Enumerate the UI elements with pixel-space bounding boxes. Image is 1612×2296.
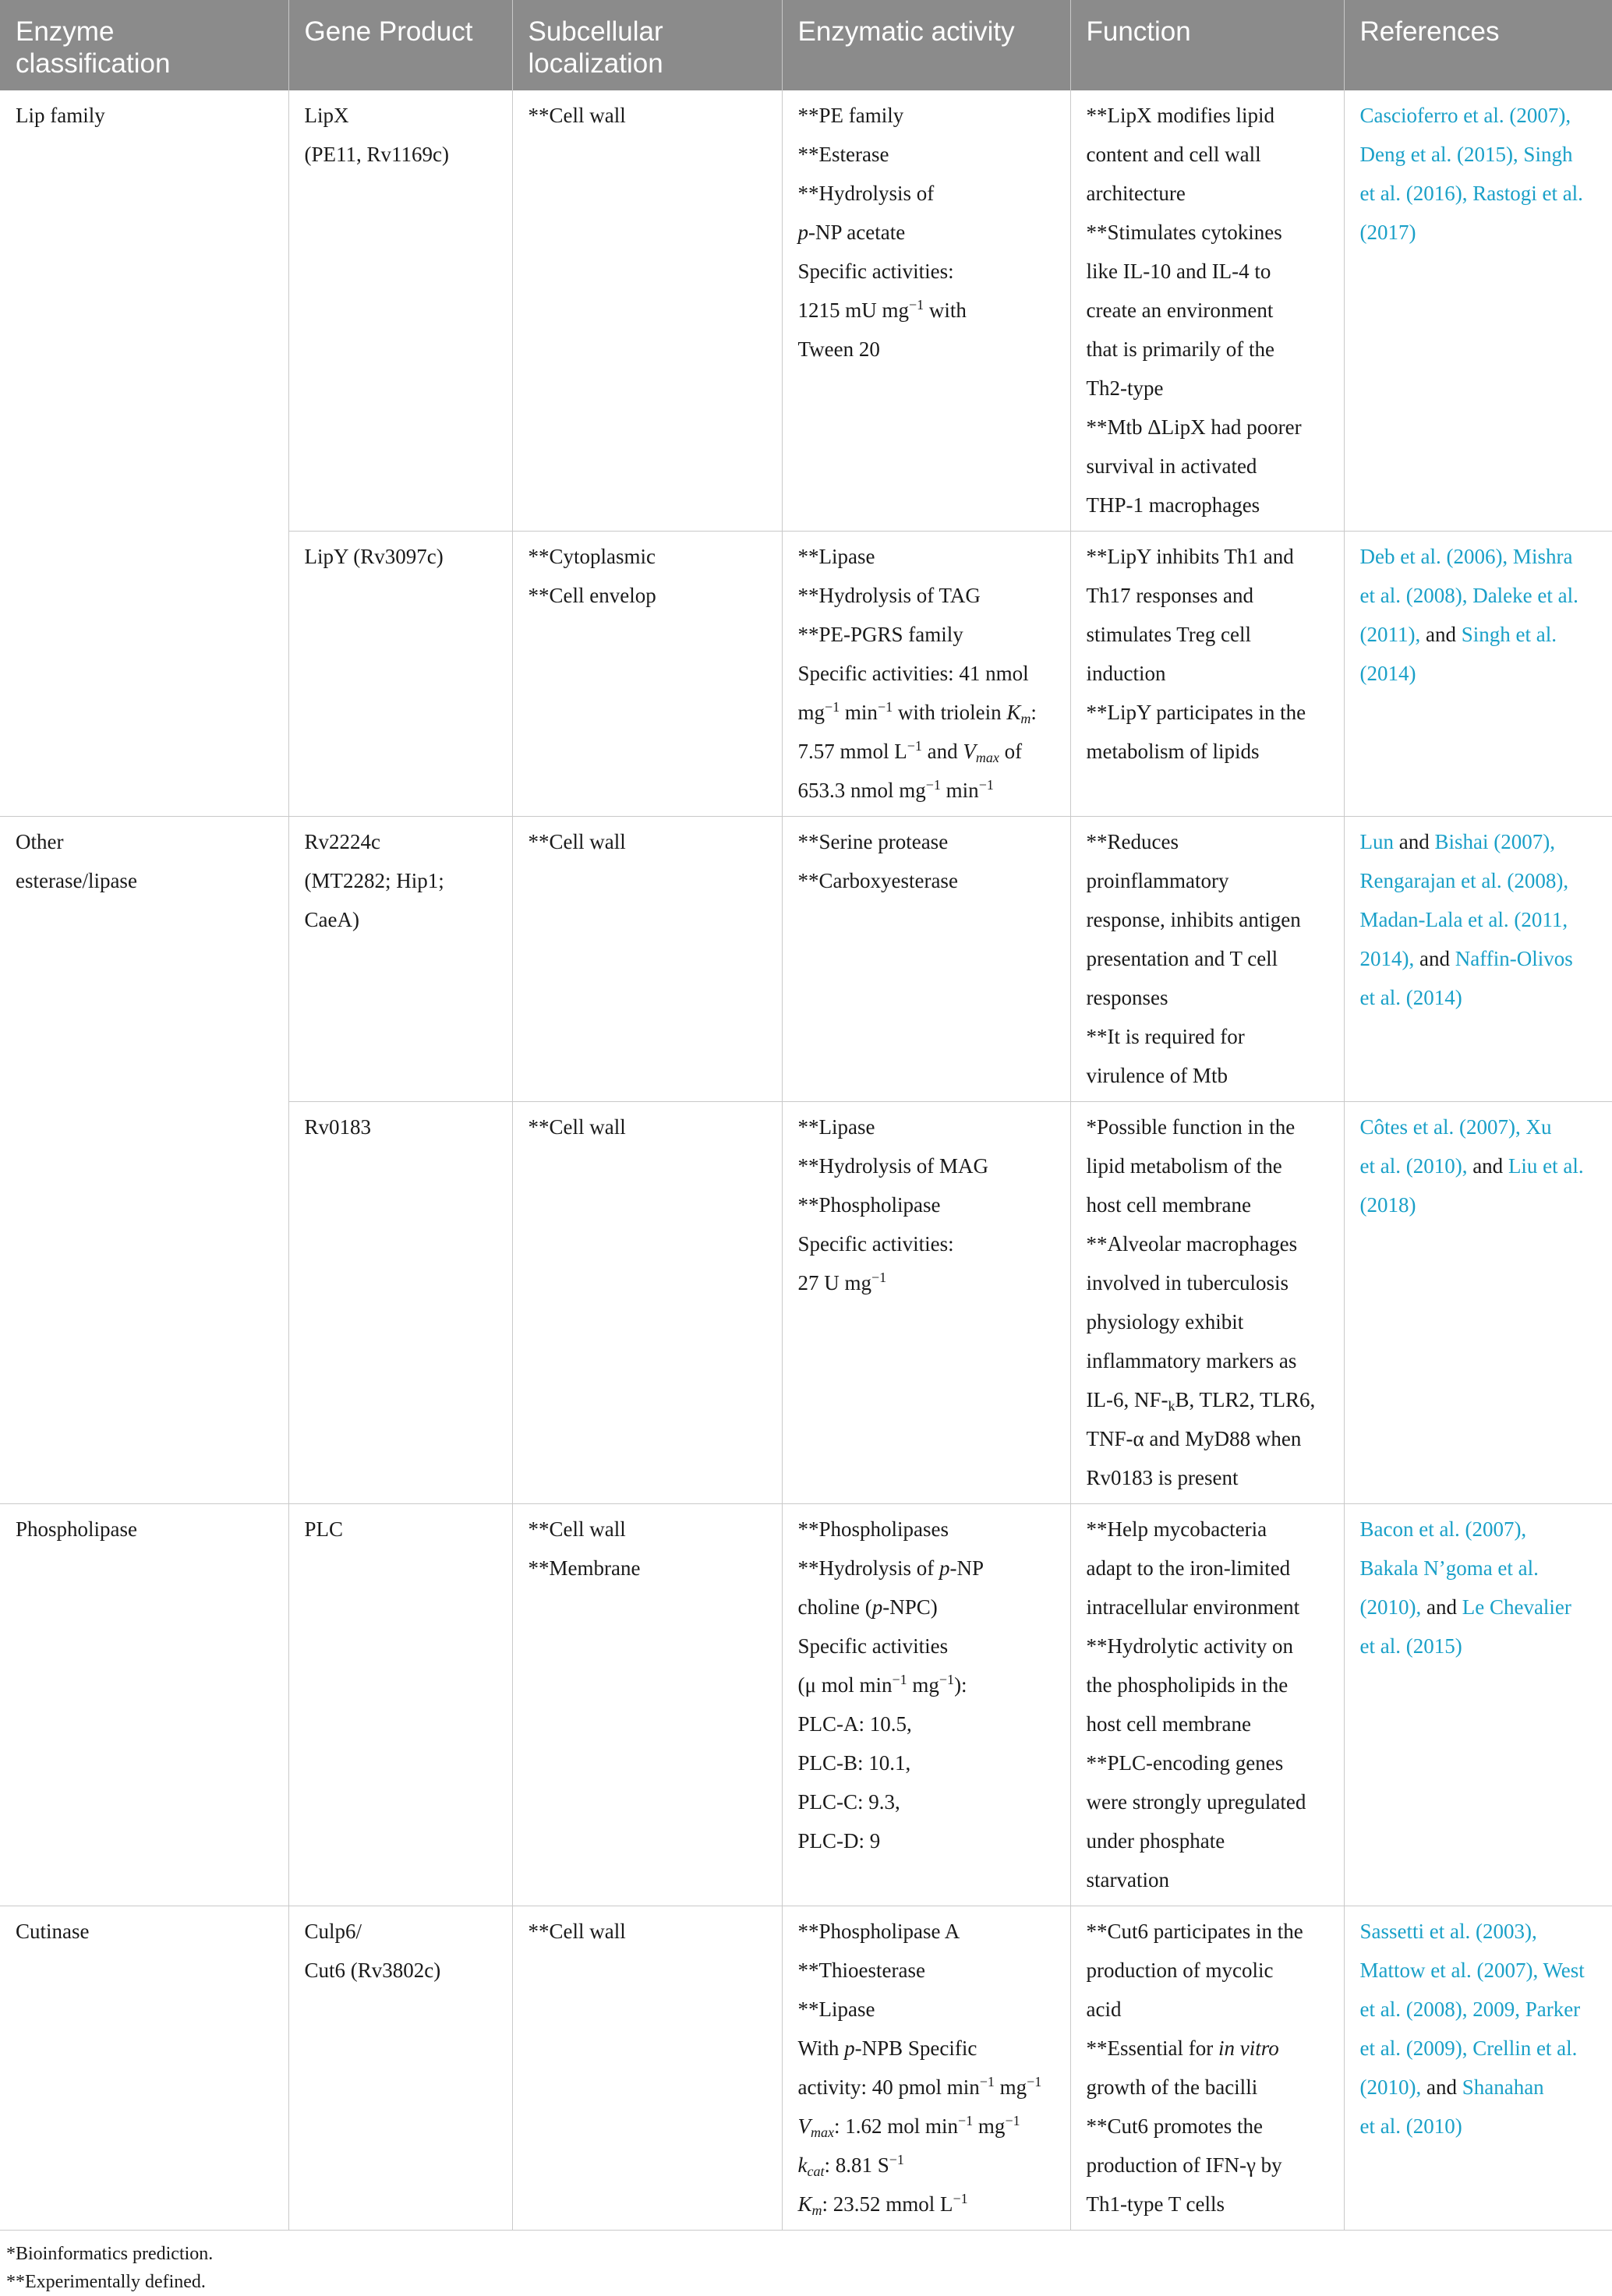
enzymatic-activity-cell-line: **Serine protease (797, 830, 949, 853)
enzymatic-activity-cell-line: 1215 mU $mg^{-1}$ with (797, 297, 967, 322)
enzymatic-activity-cell-line: **PE family (797, 104, 904, 127)
function-cell-line: responses (1086, 986, 1168, 1009)
references-cell (1344, 90, 1612, 532)
references-cell-line[interactable]: et al. (2015) (1359, 1634, 1462, 1658)
function-cell-line: **PLC-encoding genes (1086, 1751, 1284, 1775)
function-cell-line: presentation and T cell (1086, 947, 1278, 970)
enzyme-classification-cell-line: Phospholipase (16, 1517, 138, 1541)
references-cell-line[interactable]: Madan-Lala et al. (2011, (1359, 908, 1568, 931)
function-cell-line: content and cell wall (1086, 143, 1261, 166)
references-cell-line[interactable]: et al. (2008), Daleke et al. (1359, 584, 1578, 607)
function-cell-line: production of mycolic (1086, 1959, 1274, 1982)
enzymatic-activity-cell (782, 1102, 1070, 1504)
function-cell-line: **Stimulates cytokines (1086, 221, 1282, 244)
enzymatic-activity-cell-line: $V_{max}$: 1.62 mol $\min^{-1} mg^{-1}$ (797, 2113, 1020, 2140)
function-cell-line: **Help mycobacteria (1086, 1517, 1267, 1541)
enzymatic-activity-cell-line: Specific activities: 41 nmol (797, 662, 1029, 685)
header-function (1070, 0, 1344, 90)
function-cell-line: adapt to the iron-limited (1086, 1556, 1291, 1580)
function-cell-line: create an environment (1086, 298, 1274, 322)
enzymatic-activity-cell-line: PLC-B: 10.1, (797, 1751, 911, 1775)
function-cell-line: induction (1086, 662, 1166, 685)
enzymatic-activity-cell-line: **Hydrolysis of p-NP (797, 1556, 985, 1580)
references-cell-line[interactable]: (2018) (1359, 1193, 1416, 1217)
enzyme-classification-cell (0, 1504, 288, 1906)
localization-cell-line: **Cytoplasmic (528, 545, 656, 568)
function-cell-line: *Possible function in the (1086, 1115, 1296, 1139)
function-cell-line: **It is required for (1086, 1025, 1245, 1048)
function-cell-line: lipid metabolism of the (1086, 1154, 1282, 1178)
references-cell-line[interactable]: Cascioferro et al. (2007), (1359, 104, 1571, 127)
references-cell (1344, 1102, 1612, 1504)
enzyme-classification-cell-line: Other (16, 830, 64, 853)
function-cell-line: **Cut6 promotes the (1086, 2114, 1263, 2138)
references-cell (1344, 817, 1612, 1102)
table-footnotes (0, 2240, 1612, 2296)
enzymatic-activity-cell-line: **Phospholipase A (797, 1920, 960, 1943)
references-cell-line[interactable]: Lun and Bishai (2007), (1359, 830, 1555, 853)
header-text: localization (528, 48, 663, 79)
localization-cell (512, 1504, 782, 1906)
enzyme-classification-cell (0, 817, 288, 1504)
references-cell-line[interactable]: et al. (2008), 2009, Parker (1359, 1998, 1581, 2021)
function-cell-line: growth of the bacilli (1086, 2075, 1258, 2099)
enzyme-classification-cell-line: esterase/lipase (16, 869, 137, 892)
references-cell-line[interactable]: (2010), and Shanahan (1359, 2075, 1544, 2099)
localization-cell (512, 1102, 782, 1504)
references-cell-line[interactable]: (2011), and Singh et al. (1359, 623, 1557, 646)
references-cell (1344, 1906, 1612, 2231)
enzyme-classification-cell-line: Cutinase (16, 1920, 90, 1943)
function-cell-line: **LipY inhibits Th1 and (1086, 545, 1294, 568)
enzymatic-activity-cell-line: activity: 40 pmol $\min^{-1} mg^{-1}$ (797, 2074, 1042, 2099)
references-cell-line[interactable]: et al. (2010), and Liu et al. (1359, 1154, 1584, 1178)
footnote-experimental: **Experimentally defined. (6, 2272, 206, 2292)
header-text: Function (1086, 16, 1191, 47)
function-cell-line: **Alveolar macrophages (1086, 1232, 1298, 1256)
enzymatic-activity-cell-line: **Lipase (797, 1115, 875, 1139)
enzyme-classification-cell (0, 90, 288, 817)
localization-cell-line: **Cell wall (528, 1115, 626, 1139)
gene-product-cell-line: (MT2282; Hip1; (304, 869, 444, 892)
enzymatic-activity-cell-line: **PE-PGRS family (797, 623, 963, 646)
table-body (0, 90, 1612, 2231)
references-cell-line[interactable]: (2010), and Le Chevalier (1359, 1595, 1571, 1619)
enzymatic-activity-cell-line: 7.57 mmol $L^{-1}$ and $V_{max}$ of (797, 738, 1023, 765)
function-cell-line: IL-6, $NF-_kB$, TLR2, TLR6, (1086, 1388, 1316, 1414)
enzymatic-activity-cell (782, 1906, 1070, 2231)
header-text: Enzyme (16, 16, 115, 47)
function-cell-line: **Mtb ΔLipX had poorer (1086, 415, 1302, 439)
function-cell-line: intracellular environment (1086, 1595, 1300, 1619)
enzymatic-activity-cell-line: **Lipase (797, 545, 875, 568)
function-cell-line: **Hydrolytic activity on (1086, 1634, 1293, 1658)
localization-cell-line: **Cell wall (528, 1920, 626, 1943)
function-cell-line: virulence of Mtb (1086, 1064, 1228, 1087)
function-cell-line: the phospholipids in the (1086, 1673, 1289, 1697)
references-cell-line[interactable]: et al. (2010) (1359, 2114, 1462, 2138)
enzymatic-activity-cell-line: (μ mol $\min^{-1} mg^{-1}$): (797, 1672, 967, 1697)
header-references (1344, 0, 1612, 90)
function-cell-line: were strongly upregulated (1086, 1790, 1306, 1814)
function-cell-line: THP-1 macrophages (1086, 493, 1260, 517)
localization-cell (512, 90, 782, 532)
references-cell (1344, 532, 1612, 817)
enzymatic-activity-cell-line: **Thioesterase (797, 1959, 925, 1982)
enzymatic-activity-cell-line: $K_m$: 23.52 mmol $L^{-1}$ (797, 2191, 968, 2218)
function-cell-line: **Essential for in vitro (1086, 2036, 1279, 2060)
enzymatic-activity-cell (782, 90, 1070, 532)
references-cell-line[interactable]: 2014), and Naffin-Olivos (1359, 947, 1573, 970)
header-gene-product (288, 0, 512, 90)
enzymatic-activity-cell-line: Specific activities (797, 1634, 949, 1658)
function-cell-line: proinflammatory (1086, 869, 1229, 892)
references-cell-line[interactable]: (2014) (1359, 662, 1416, 685)
enzymatic-activity-cell-line: **Phospholipases (797, 1517, 949, 1541)
gene-product-cell-line: CaeA) (304, 908, 359, 931)
function-cell-line: that is primarily of the (1086, 337, 1274, 361)
enzymatic-activity-cell-line: Specific activities: (797, 260, 954, 283)
enzymatic-activity-cell-line: **Lipase (797, 1998, 875, 2021)
gene-product-cell (288, 1102, 512, 1504)
gene-product-cell-line: Culp6/ (304, 1920, 362, 1943)
header-subcellular-localization (512, 0, 782, 90)
references-cell-line[interactable]: Côtes et al. (2007), Xu (1359, 1115, 1552, 1139)
enzymatic-activity-cell-line: choline (p-NPC) (797, 1595, 938, 1619)
enzyme-classification-cell-line: Lip family (16, 104, 105, 127)
function-cell-line: Th2-type (1086, 376, 1164, 400)
enzymatic-activity-cell-line: 27 U $mg^{-1}$ (797, 1270, 887, 1295)
function-cell-line: **LipY participates in the (1086, 701, 1306, 724)
enzymatic-activity-cell-line: $k_{cat}$: 8.81 $S^{-1}$ (797, 2152, 904, 2179)
gene-product-cell-line: Cut6 (Rv3802c) (304, 1959, 441, 1982)
enzymatic-activity-cell-line: PLC-A: 10.5, (797, 1712, 912, 1736)
table-row (0, 90, 1612, 532)
gene-product-cell (288, 1906, 512, 2231)
function-cell-line: host cell membrane (1086, 1193, 1251, 1217)
references-cell-line[interactable]: et al. (2016), Rastogi et al. (1359, 182, 1583, 205)
function-cell-line: architecture (1086, 182, 1186, 205)
table-row (0, 1906, 1612, 2231)
localization-cell-line: **Membrane (528, 1556, 641, 1580)
references-cell-line[interactable]: Rengarajan et al. (2008), (1359, 869, 1569, 892)
header-enzyme-classification (0, 0, 288, 90)
gene-product-cell (288, 1504, 512, 1906)
references-cell (1344, 1504, 1612, 1906)
function-cell-line: **Reduces (1086, 830, 1179, 853)
references-cell-line[interactable]: (2017) (1359, 221, 1416, 244)
references-cell-line[interactable]: et al. (2009), Crellin et al. (1359, 2036, 1578, 2060)
function-cell-line: metabolism of lipids (1086, 740, 1260, 763)
gene-product-cell-line: PLC (304, 1517, 344, 1541)
function-cell-line: survival in activated (1086, 454, 1257, 478)
header-text: References (1359, 16, 1500, 47)
gene-product-cell (288, 817, 512, 1102)
enzymatic-activity-cell-line: **Phospholipase (797, 1193, 941, 1217)
function-cell-line: production of IFN-γ by (1086, 2153, 1282, 2177)
enzymatic-activity-cell-line: PLC-C: 9.3, (797, 1790, 900, 1814)
references-cell-line[interactable]: Bacon et al. (2007), (1359, 1517, 1527, 1541)
function-cell (1070, 90, 1344, 532)
enzymatic-activity-cell-line: **Carboxyesterase (797, 869, 958, 892)
header-row (0, 0, 1612, 90)
enzymatic-activity-cell-line: With p-NPB Specific (797, 2036, 977, 2060)
function-cell (1070, 1504, 1344, 1906)
function-cell-line: like IL-10 and IL-4 to (1086, 260, 1271, 283)
header-text: Enzymatic activity (797, 16, 1015, 47)
function-cell (1070, 1102, 1344, 1504)
gene-product-cell (288, 532, 512, 817)
gene-product-cell-line: LipX (304, 104, 349, 127)
gene-product-cell-line: Rv0183 (304, 1115, 372, 1139)
enzymatic-activity-cell-line: Tween 20 (797, 337, 880, 361)
function-cell-line: acid (1086, 1998, 1122, 2021)
localization-cell-line: **Cell wall (528, 830, 626, 853)
gene-product-cell-line: LipY (Rv3097c) (304, 545, 444, 568)
header-text: Gene Product (304, 16, 473, 47)
localization-cell (512, 817, 782, 1102)
function-cell (1070, 532, 1344, 817)
gene-product-cell (288, 90, 512, 532)
enzymatic-activity-cell-line: 653.3 nmol $mg^{-1}$ $\min^{-1}$ (797, 777, 994, 802)
enzymatic-activity-cell-line: **Esterase (797, 143, 889, 166)
references-cell-line[interactable]: et al. (2014) (1359, 986, 1462, 1009)
function-cell-line: inflammatory markers as (1086, 1349, 1297, 1372)
header-text: Subcellular (528, 16, 663, 47)
function-cell-line: host cell membrane (1086, 1712, 1251, 1736)
function-cell (1070, 817, 1344, 1102)
header-enzymatic-activity (782, 0, 1070, 90)
localization-cell-line: **Cell wall (528, 104, 626, 127)
enzymatic-activity-cell (782, 817, 1070, 1102)
enzymatic-activity-cell-line: p-NP acetate (797, 221, 906, 244)
references-cell-line[interactable]: Sassetti et al. (2003), (1359, 1920, 1537, 1943)
references-cell-line[interactable]: Mattow et al. (2007), West (1359, 1959, 1585, 1982)
function-cell-line: **Cut6 participates in the (1086, 1920, 1303, 1943)
enzymatic-activity-cell (782, 1504, 1070, 1906)
references-cell-line[interactable]: Deng et al. (2015), Singh (1359, 143, 1573, 166)
localization-cell (512, 1906, 782, 2231)
gene-product-cell-line: (PE11, Rv1169c) (304, 143, 449, 166)
function-cell-line: stimulates Treg cell (1086, 623, 1251, 646)
enzymatic-activity-cell-line: **Hydrolysis of (797, 182, 935, 205)
localization-cell-line: **Cell wall (528, 1517, 626, 1541)
references-cell-line[interactable]: Deb et al. (2006), Mishra (1359, 545, 1573, 568)
function-cell-line: under phosphate (1086, 1829, 1225, 1853)
function-cell-line: Rv0183 is present (1086, 1466, 1239, 1489)
function-cell-line: starvation (1086, 1868, 1169, 1892)
localization-cell-line: **Cell envelop (528, 584, 656, 607)
function-cell (1070, 1906, 1344, 2231)
enzymatic-activity-cell-line: **Hydrolysis of TAG (797, 584, 981, 607)
table-row (0, 817, 1612, 1102)
function-cell-line: Th1-type T cells (1086, 2192, 1225, 2216)
enzymatic-activity-cell-line: $mg^{-1}$ $\min^{-1}$ with triolein $K_m$: (797, 699, 1037, 726)
enzyme-classification-cell (0, 1906, 288, 2231)
function-cell-line: TNF-α and MyD88 when (1086, 1427, 1302, 1450)
function-cell-line: physiology exhibit (1086, 1310, 1244, 1333)
enzymatic-activity-cell (782, 532, 1070, 817)
gene-product-cell-line: Rv2224c (304, 830, 380, 853)
table-row (0, 1504, 1612, 1906)
header-text: classification (16, 48, 171, 79)
function-cell-line: response, inhibits antigen (1086, 908, 1301, 931)
function-cell-line: **LipX modifies lipid (1086, 104, 1274, 127)
references-cell-line[interactable]: Bakala N’goma et al. (1359, 1556, 1539, 1580)
enzymatic-activity-cell-line: PLC-D: 9 (797, 1829, 881, 1853)
localization-cell (512, 532, 782, 817)
enzymatic-activity-cell-line: **Hydrolysis of MAG (797, 1154, 989, 1178)
function-cell-line: Th17 responses and (1086, 584, 1253, 607)
enzymatic-activity-cell-line: Specific activities: (797, 1232, 954, 1256)
footnote-bioinformatics: *Bioinformatics prediction. (6, 2244, 214, 2264)
function-cell-line: involved in tuberculosis (1086, 1271, 1289, 1295)
